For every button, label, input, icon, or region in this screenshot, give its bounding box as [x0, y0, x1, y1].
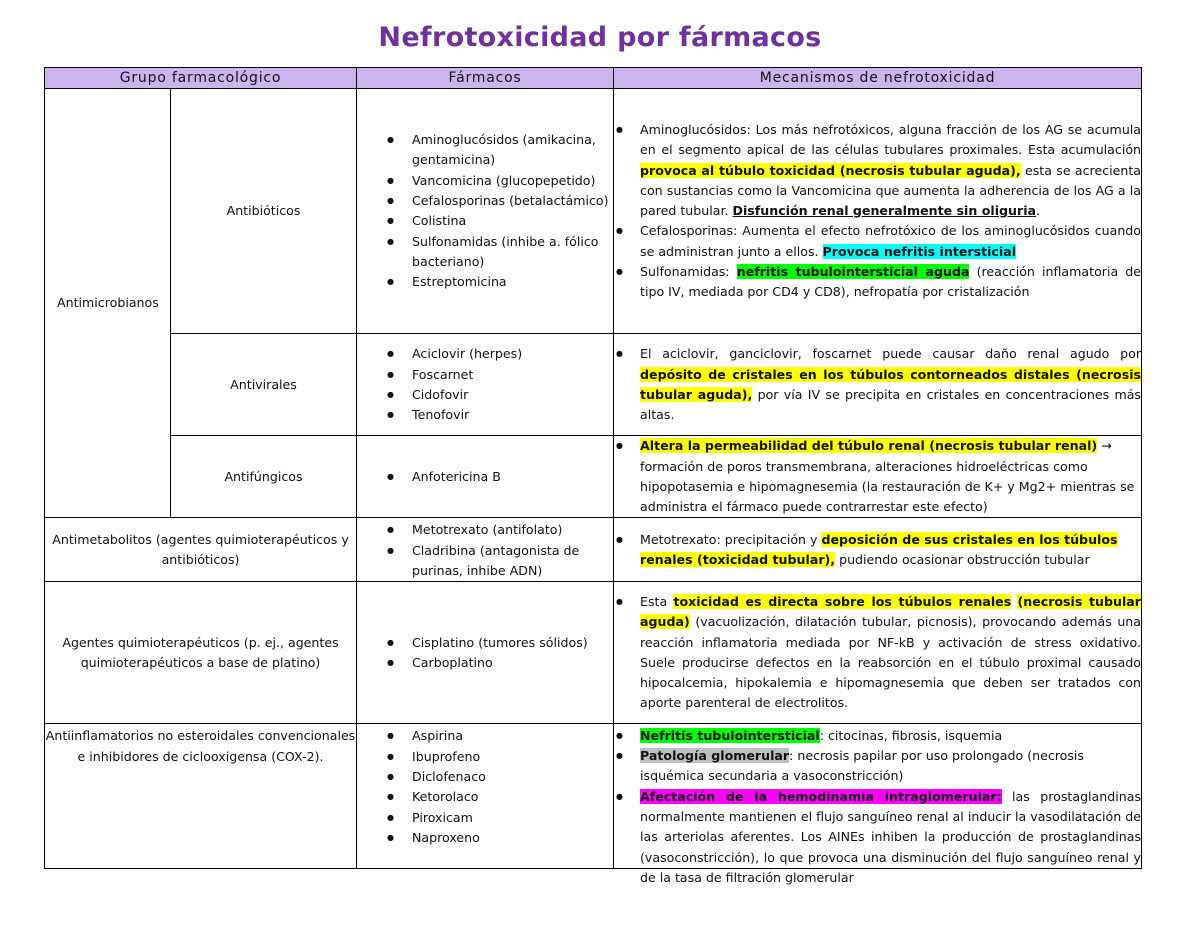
drug-list	[357, 130, 613, 292]
underlined-text: Disfunción renal generalmente sin oliguria	[732, 203, 1037, 219]
drugs-cell	[357, 582, 614, 724]
highlight: Afectación de la hemodinamia intraglomerular:	[640, 788, 1002, 804]
drug-list	[357, 467, 613, 487]
drug-item: ● Ketorolaco	[387, 787, 609, 807]
drug-list	[357, 520, 613, 581]
drug-item: ● Estreptomicina	[387, 272, 609, 292]
highlight: Patología glomerular	[640, 748, 790, 764]
highlight: nefritis tubulointersticial aguda	[736, 264, 970, 280]
nephrotoxicity-table	[44, 67, 1142, 885]
group-aines: Antiinflamatorios no esteroidales convencionales e inhibidores de ciclooxigensa (COX-2).	[45, 724, 357, 869]
drug-item: ● Piroxicam	[387, 808, 609, 828]
header-mechanisms: Mecanismos de nefrotoxicidad	[614, 68, 1142, 89]
highlight: toxicidad es directa sobre los túbulos renales	[673, 593, 1012, 609]
mechanism-cell	[614, 724, 1142, 885]
mechanism-clip	[614, 726, 1142, 885]
drug-item: ● Anfotericina B	[387, 467, 609, 487]
drug-item: ● Metotrexato (antifolato)	[387, 520, 609, 540]
mechanism-item: ● Sulfonamidas: nefritis tubulointersticial aguda (reacción inflamatoria de tipo IV, mediada por CD4 y CD8), nefropatía por cristalización	[614, 262, 1141, 303]
mechanism-item: ● Cefalosporinas: Aumenta el efecto nefrotóxico de los aminoglucósidos cuando se administran junto a ellos. Provoca nefritis intersticial	[614, 221, 1141, 262]
drug-item: ● Cidofovir	[387, 385, 609, 405]
mechanism-list	[614, 344, 1141, 425]
mechanism-item: ● Metotrexato: precipitación y deposición de sus cristales en los túbulos renales (toxicidad tubular), pudiendo ocasionar obstrucción tubular	[614, 530, 1141, 571]
drug-item: ● Tenofovir	[387, 405, 609, 425]
mechanism-cell	[614, 334, 1142, 436]
highlight: Nefritis tubulointersticial	[640, 727, 820, 743]
mechanism-list	[614, 436, 1141, 517]
drug-item: ● Aspirina	[387, 726, 609, 746]
mechanism-cell	[614, 518, 1142, 582]
header-drugs: Fármacos	[357, 68, 614, 89]
table-row	[45, 582, 1142, 724]
page-title: Nefrotoxicidad por fármacos	[378, 22, 822, 53]
highlight: provoca al túbulo toxicidad (necrosis tubular aguda),	[640, 162, 1021, 178]
drugs-cell	[357, 89, 614, 334]
mechanism-list	[614, 120, 1141, 303]
highlight: (necrosis tubular aguda)	[640, 593, 1142, 630]
drug-item: ● Cisplatino (tumores sólidos)	[387, 633, 609, 653]
group-antimetabolitos: Antimetabolitos (agentes quimioterapéuticos y antibióticos)	[45, 518, 357, 582]
drug-item: ● Cefalosporinas (betalactámico)	[387, 191, 609, 211]
drug-item: ● Naproxeno	[387, 828, 609, 848]
table-row	[45, 518, 1142, 582]
mechanism-item: ● Patología glomerular: necrosis papilar por uso prolongado (necrosis isquémica secundaria a vasoconstricción)	[614, 746, 1141, 787]
mechanism-list	[614, 592, 1141, 714]
highlight: Provoca nefritis intersticial	[822, 243, 1017, 259]
header-group: Grupo farmacológico	[45, 68, 357, 89]
mechanism-item: ● El aciclovir, ganciclovir, foscarnet puede causar daño renal agudo por depósito de cristales en los túbulos contorneados distales (necrosis tubular aguda), por vía IV se precipita en cristales en concentraciones más altas.	[614, 344, 1141, 425]
drug-item: ● Aciclovir (herpes)	[387, 344, 609, 364]
subgroup-antivirales: Antivirales	[171, 334, 357, 436]
drug-item: ● Foscarnet	[387, 365, 609, 385]
mechanism-cell	[614, 89, 1142, 334]
mechanism-item: ● Afectación de la hemodinamia intraglomerular: las prostaglandinas normalmente mantienen el flujo sanguíneo renal al inducir la vasodilatación de las arteriolas aferentes. Los AINEs inhiben la producción de prostaglandinas (vasoconstricción), lo que provoca una disminución del flujo sanguíneo renal y de la tasa de filtración glomerular	[614, 787, 1141, 888]
subgroup-antibioticos: Antibióticos	[171, 89, 357, 334]
mechanism-item: ● Nefritis tubulointersticial: citocinas, fibrosis, isquemia	[614, 726, 1141, 746]
drugs-cell	[357, 436, 614, 518]
table-header-row	[45, 68, 1142, 89]
drugs-cell	[357, 334, 614, 436]
highlight: deposición de sus cristales en los túbulos renales (toxicidad tubular),	[640, 531, 1118, 567]
mechanism-item: ● Esta toxicidad es directa sobre los túbulos renales (necrosis tubular aguda) (vacuolización, dilatación tubular, picnosis), provocando además una reacción inflamatoria mediada por NF-kB y activación de stress oxidativo. Suele producirse defectos en la reabsorción en el túbulo proximal causado hipocalcemia, hipokalemia e hipomagnesemia que deben ser tratados con aporte parenteral de electrolitos.	[614, 592, 1141, 714]
drugs-cell	[357, 518, 614, 582]
table-row	[45, 724, 1142, 869]
drug-item: ● Carboplatino	[387, 653, 609, 673]
highlight: Altera la permeabilidad del túbulo renal (necrosis tubular renal)	[640, 438, 1098, 454]
drug-list	[357, 344, 613, 425]
subgroup-antifungicos: Antifúngicos	[171, 436, 357, 518]
mechanism-item: ● Aminoglucósidos: Los más nefrotóxicos, alguna fracción de los AG se acumula en el segmento apical de las células tubulares proximales. Esta acumulación provoca al túbulo toxicidad (necrosis tubular aguda), esta se acrecienta con sustancias como la Vancomicina que aumenta la adherencia de los AG a la pared tubular. Disfunción renal generalmente sin oliguria.	[614, 120, 1141, 221]
mechanism-cell	[614, 436, 1142, 518]
mechanism-list	[614, 726, 1141, 888]
mechanism-list	[614, 530, 1141, 571]
drugs-cell	[357, 724, 614, 869]
mechanism-item: ● Altera la permeabilidad del túbulo renal (necrosis tubular renal) → formación de poros transmembrana, alteraciones hidroeléctricas como hipopotasemia e hipomagnesemia (la restauración de K+ y Mg2+ mientras se administra el fármaco puede contrarrestar este efecto)	[614, 436, 1141, 517]
group-quimioterapeuticos: Agentes quimioterapéuticos (p. ej., agentes quimioterapéuticos a base de platino)	[45, 582, 357, 724]
drug-item: ● Cladribina (antagonista de purinas, inhibe ADN)	[387, 541, 609, 582]
table-row	[45, 89, 1142, 334]
group-antimicrobianos	[45, 89, 171, 518]
highlight: depósito de cristales en los túbulos contorneados distales (necrosis tubular aguda),	[640, 366, 1142, 402]
table-row	[45, 334, 1142, 436]
drug-item: ● Ibuprofeno	[387, 747, 609, 767]
group-label: Antimicrobianos	[57, 295, 159, 311]
table-row	[45, 436, 1142, 518]
mechanism-cell	[614, 582, 1142, 724]
drug-item: ● Sulfonamidas (inhibe a. fólico bacteriano)	[387, 232, 609, 273]
drug-list	[357, 726, 613, 848]
drug-item: ● Vancomicina (glucopepetido)	[387, 171, 609, 191]
drug-item: ● Aminoglucósidos (amikacina, gentamicina)	[387, 130, 609, 171]
drug-item: ● Colistina	[387, 211, 609, 231]
drug-item: ● Diclofenaco	[387, 767, 609, 787]
drug-list	[357, 633, 613, 674]
